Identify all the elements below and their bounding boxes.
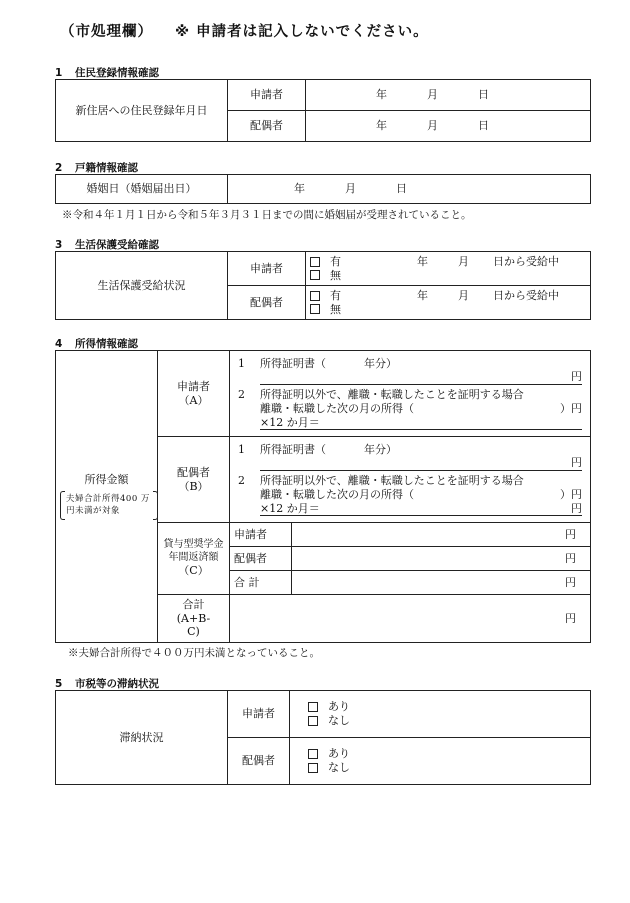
scholarship-loan-label: 貸与型奨学金年間返済額 （C）	[158, 523, 230, 595]
loan-spouse-amount[interactable]: 円	[292, 547, 591, 571]
section-4-heading: 4 所得情報確認	[55, 338, 138, 350]
grand-total-label: 合計 (A+B-C)	[158, 595, 230, 643]
office-use-label: （市処理欄）	[60, 24, 153, 40]
page-title	[60, 20, 429, 41]
section-1-heading: 1 住民登録情報確認	[55, 67, 159, 79]
applicant-a-label: 申請者 （A）	[158, 351, 230, 437]
tax-arrears-table	[55, 690, 591, 785]
income-table	[55, 350, 591, 643]
loan-total-label: 合 計	[230, 571, 292, 595]
registration-date-label: 新住居への住民登録年月日	[56, 80, 228, 142]
applicant-registration-date[interactable]: 年 月 日	[306, 80, 591, 111]
spouse-income-field[interactable]: 1 所得証明書（ 年分） 円 2 所得証明以外で、離職・転職したことを証明する場合 離職・転職した次の月の所得（ ）円 ×12 か月＝ 円	[230, 437, 591, 523]
loan-applicant-label: 申請者	[230, 523, 292, 547]
notice-text: ※ 申請者は記入しないでください。	[175, 24, 429, 40]
welfare-status-label: 生活保護受給状況	[56, 252, 228, 320]
spouse-welfare-yes-checkbox[interactable]	[310, 291, 320, 301]
marriage-date-field[interactable]: 年 月 日	[228, 175, 591, 204]
applicant-welfare-no-checkbox[interactable]	[310, 270, 320, 280]
grand-total-amount[interactable]: 円	[230, 595, 591, 643]
section-2-heading: 2 戸籍情報確認	[55, 162, 138, 174]
income-amount-label: 所得金額	[84, 473, 129, 487]
income-threshold-note: 夫婦合計所得400 万円未満が対象	[60, 491, 158, 520]
section-3-heading: 3 生活保護受給確認	[55, 239, 159, 251]
applicant-label: 申請者	[228, 80, 306, 111]
applicant-welfare-yes-checkbox[interactable]	[310, 257, 320, 267]
section-5-heading: 5 市税等の滞納状況	[55, 678, 159, 690]
welfare-table	[55, 251, 591, 320]
income-note: ※夫婦合計所得で４００万円未満となっていること。	[68, 647, 320, 659]
income-amount-cell	[56, 351, 158, 643]
spouse-label: 配偶者	[228, 738, 290, 785]
applicant-arrears-yes-checkbox[interactable]	[308, 702, 318, 712]
applicant-label: 申請者	[228, 691, 290, 738]
spouse-welfare-field: 有 年 月 日から受給中 無	[306, 286, 591, 320]
applicant-arrears-no-checkbox[interactable]	[308, 716, 318, 726]
loan-applicant-amount[interactable]: 円	[292, 523, 591, 547]
spouse-arrears-yes-checkbox[interactable]	[308, 749, 318, 759]
spouse-label: 配偶者	[228, 286, 306, 320]
spouse-welfare-no-checkbox[interactable]	[310, 304, 320, 314]
spouse-label: 配偶者	[228, 111, 306, 142]
applicant-arrears-field: あり なし	[290, 691, 591, 738]
marriage-date-note: ※令和４年１月１日から令和５年３月３１日までの間に婚姻届が受理されていること。	[62, 209, 472, 221]
spouse-b-label: 配偶者 （B）	[158, 437, 230, 523]
applicant-label: 申請者	[228, 252, 306, 286]
arrears-status-label: 滞納状況	[56, 691, 228, 785]
applicant-income-field[interactable]: 1 所得証明書（ 年分） 円 2 所得証明以外で、離職・転職したことを証明する場合 離職・転職した次の月の所得（ ）円 ×12 か月＝	[230, 351, 591, 437]
loan-spouse-label: 配偶者	[230, 547, 292, 571]
loan-total-amount[interactable]: 円	[292, 571, 591, 595]
family-register-table	[55, 174, 591, 204]
applicant-welfare-field: 有 年 月 日から受給中 無	[306, 252, 591, 286]
marriage-date-label: 婚姻日（婚姻届出日）	[56, 175, 228, 204]
spouse-arrears-field: あり なし	[290, 738, 591, 785]
spouse-arrears-no-checkbox[interactable]	[308, 763, 318, 773]
resident-registration-table	[55, 79, 591, 142]
spouse-registration-date[interactable]: 年 月 日	[306, 111, 591, 142]
